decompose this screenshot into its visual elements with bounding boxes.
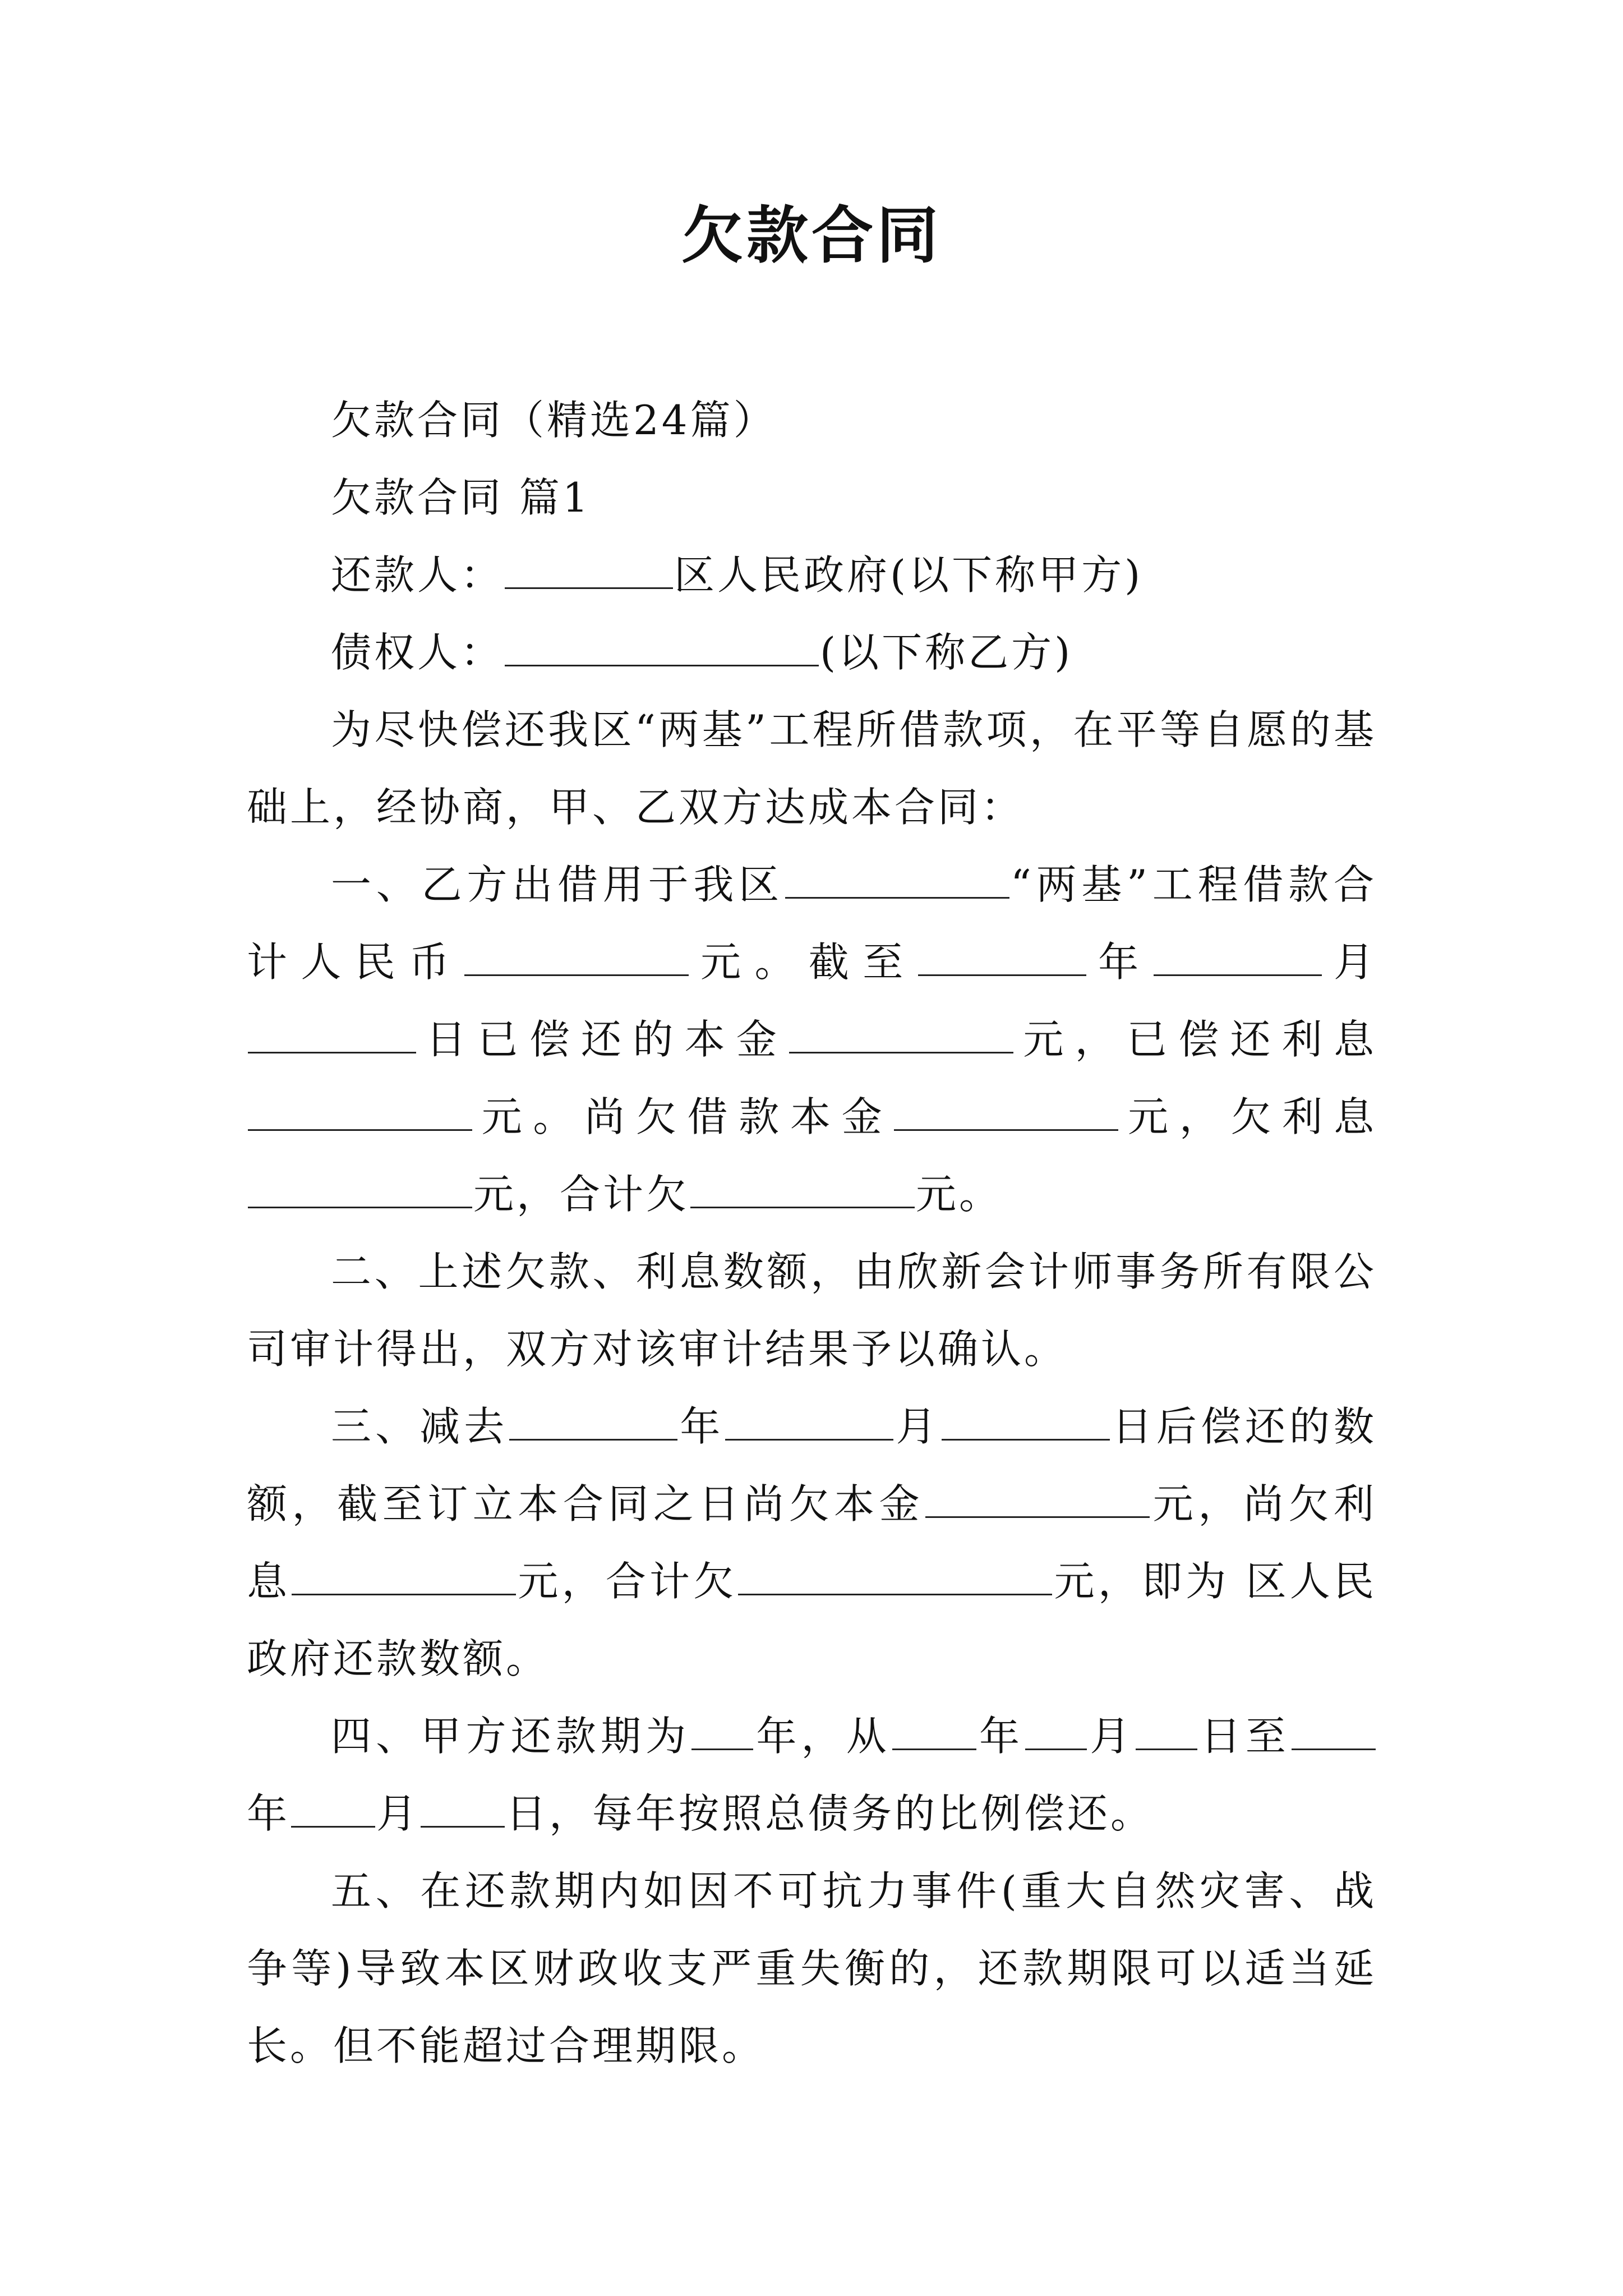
section-heading: 欠款合同 篇1	[331, 474, 591, 521]
clause-4-text: 四、甲方还款期为	[331, 1713, 691, 1760]
clause-1-text: 元。	[916, 1171, 1003, 1218]
fill-blank	[1154, 935, 1322, 976]
clause-3-text: 日后偿还的数额，截至订立本合同之日尚欠本金	[247, 1403, 1377, 1527]
clause-4-text: 月	[1088, 1713, 1135, 1760]
fill-blank	[509, 1400, 677, 1441]
fill-blank	[1292, 1709, 1376, 1750]
document-title: 欠款合同	[681, 199, 942, 272]
clause-1-text: 日已偿还的本金	[417, 1016, 789, 1063]
clause-4-text: 年，从	[754, 1713, 891, 1760]
fill-blank	[789, 1013, 1013, 1053]
fill-blank	[1025, 1709, 1087, 1750]
fill-blank	[690, 1167, 915, 1208]
fill-blank	[421, 1787, 505, 1828]
clause-4-text: 月	[376, 1790, 420, 1837]
fill-blank	[925, 1477, 1150, 1518]
clause-1-text: “两基”工程借款合计人民币	[247, 861, 1377, 986]
creditor-blank	[505, 625, 819, 666]
clause-1-text: 元。尚欠借款本金	[473, 1093, 893, 1140]
fill-blank	[918, 935, 1086, 976]
fill-blank	[942, 1400, 1110, 1441]
clause-3-text: 月	[895, 1403, 940, 1450]
clause-3-text: 元，尚欠利息	[247, 1480, 1377, 1605]
clause-1-text: 年	[1087, 938, 1152, 986]
fill-blank	[785, 858, 1009, 899]
clause-4-text: 日至	[1198, 1713, 1290, 1760]
clause-4	[247, 1697, 1377, 1852]
clause-1	[247, 846, 1377, 1233]
clause-1-text: 月	[1322, 938, 1377, 986]
fill-blank	[248, 1013, 416, 1053]
clause-1-text: 元，已偿还利息	[1015, 1016, 1377, 1063]
payer-label: 还款人：	[331, 551, 504, 599]
clause-1-text: 元，欠利息	[1119, 1093, 1377, 1140]
clause-3	[247, 1388, 1377, 1697]
fill-blank	[292, 1554, 516, 1595]
clause-5: 五、在还款期内如因不可抗力事件(重大自然灾害、战争等)导致本区财政收支严重失衡的，还款期限可以适当延长。但不能超过合理期限。	[247, 1867, 1377, 2069]
clause-4-text: 年	[977, 1713, 1025, 1760]
clause-1-text: 一、乙方出借用于我区	[331, 861, 784, 908]
document-body	[247, 381, 1377, 2085]
fill-blank	[291, 1787, 375, 1828]
fill-blank	[894, 1090, 1118, 1131]
fill-blank	[248, 1167, 472, 1208]
fill-blank	[892, 1709, 976, 1750]
intro-paragraph: 为尽快偿还我区“两基”工程所借款项，在平等自愿的基础上，经协商，甲、乙双方达成本合同：	[247, 706, 1377, 831]
fill-blank	[1136, 1709, 1197, 1750]
fill-blank	[691, 1709, 753, 1750]
fill-blank	[738, 1554, 1052, 1595]
clause-1-text: 元，合计欠	[473, 1171, 690, 1218]
creditor-line	[247, 614, 1377, 691]
creditor-text: (以下称乙方)	[820, 629, 1073, 676]
clause-3-text: 三、减去	[331, 1403, 509, 1450]
fill-blank	[464, 935, 689, 976]
creditor-label: 债权人：	[331, 629, 504, 676]
clause-3-text: 元，合计欠	[517, 1558, 737, 1605]
clause-3-text: 元，即为 区人民政府还款数额。	[247, 1558, 1377, 1682]
clause-1-text: 元。截至	[689, 938, 917, 986]
clause-4-text: 日，每年按照总债务的比例偿还。	[506, 1790, 1154, 1837]
fill-blank	[725, 1400, 893, 1441]
payer-blank	[505, 548, 673, 589]
subtitle-line: 欠款合同（精选24篇）	[331, 397, 777, 444]
clause-2: 二、上述欠款、利息数额，由欣新会计师事务所有限公司审计得出，双方对该审计结果予以确认。	[247, 1248, 1377, 1373]
clause-3-text: 年	[679, 1403, 725, 1450]
fill-blank	[248, 1090, 472, 1131]
payer-line	[247, 536, 1377, 614]
clause-4-text: 年	[247, 1790, 291, 1837]
payer-text: 区人民政府(以下称甲方)	[674, 551, 1144, 599]
